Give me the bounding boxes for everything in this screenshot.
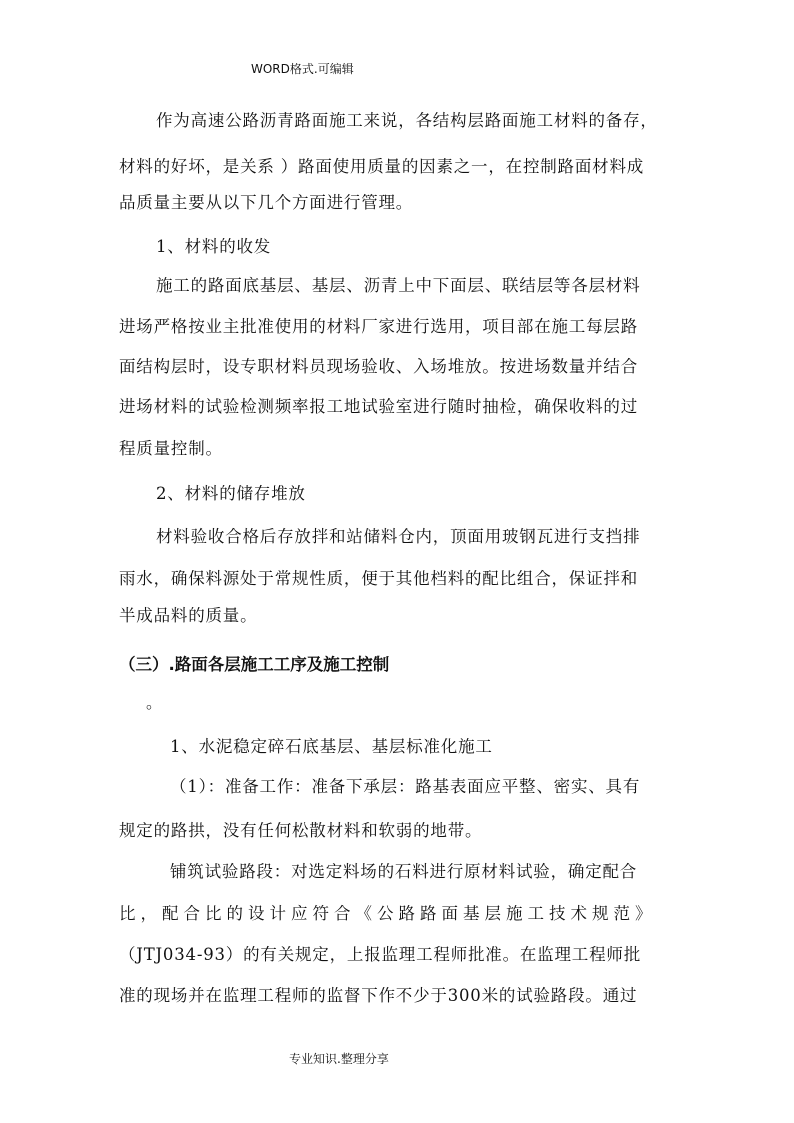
paragraph-line: 半成品料的质量。	[119, 606, 258, 625]
paragraph-line: 作为高速公路沥青路面施工来说，各结构层路面施工材料的备存，	[156, 111, 658, 130]
paragraph-line: 品质量主要从以下几个方面进行管理。	[119, 193, 414, 212]
paragraph-line: 程质量控制。	[119, 439, 223, 458]
paragraph-line: 雨水，确保料源处于常规性质，便于其他档料的配比组合，保证拌和	[119, 569, 638, 588]
page-footer: 专业知识.整理分享	[289, 1052, 389, 1066]
list-heading: 1、材料的收发	[156, 237, 272, 256]
paragraph-line: 材料的好坏，是关系 ）路面使用质量的因素之一，在控制路面材料成	[119, 157, 645, 176]
page-header: WORD格式.可编辑	[251, 62, 354, 76]
paragraph-line: 铺筑试验路段：对选定料场的石料进行原材料试验，确定配合	[170, 862, 638, 881]
paragraph-line: 进场材料的试验检测频率报工地试验室进行随时抽检，确保收料的过	[119, 397, 638, 416]
paragraph-line: 准的现场并在监理工程师的监督下作不少于300米的试验路段。通过	[119, 986, 638, 1005]
paragraph-line: 施工的路面底基层、基层、沥青上中下面层、联结层等各层材料	[156, 276, 641, 295]
list-heading: 2、材料的储存堆放	[156, 484, 306, 503]
paragraph-line: 进场严格按业主批准使用的材料厂家进行选用，项目部在施工每层路	[119, 317, 638, 336]
paragraph-line: （1）：准备工作：准备下承层：路基表面应平整、密实、具有	[170, 777, 641, 796]
paragraph-line: 面结构层时，设专职材料员现场验收、入场堆放。按进场数量并结合	[119, 357, 638, 376]
stray-punctuation: 。	[146, 693, 163, 712]
paragraph-line: 比，配合比的设计应符合《公路路面基层施工技术规范》	[119, 904, 657, 923]
paragraph-line: 材料验收合格后存放拌和站储料仓内，顶面用玻钢瓦进行支挡排	[156, 527, 641, 546]
paragraph-line: （JTJ034-93）的有关规定，上报监理工程师批准。在监理工程师批	[119, 945, 641, 964]
paragraph-line: 规定的路拱，没有任何松散材料和软弱的地带。	[119, 821, 483, 840]
section-heading: （三）.路面各层施工工序及施工控制	[119, 655, 390, 674]
list-heading: 1、水泥稳定碎石底基层、基层标准化施工	[170, 737, 493, 756]
